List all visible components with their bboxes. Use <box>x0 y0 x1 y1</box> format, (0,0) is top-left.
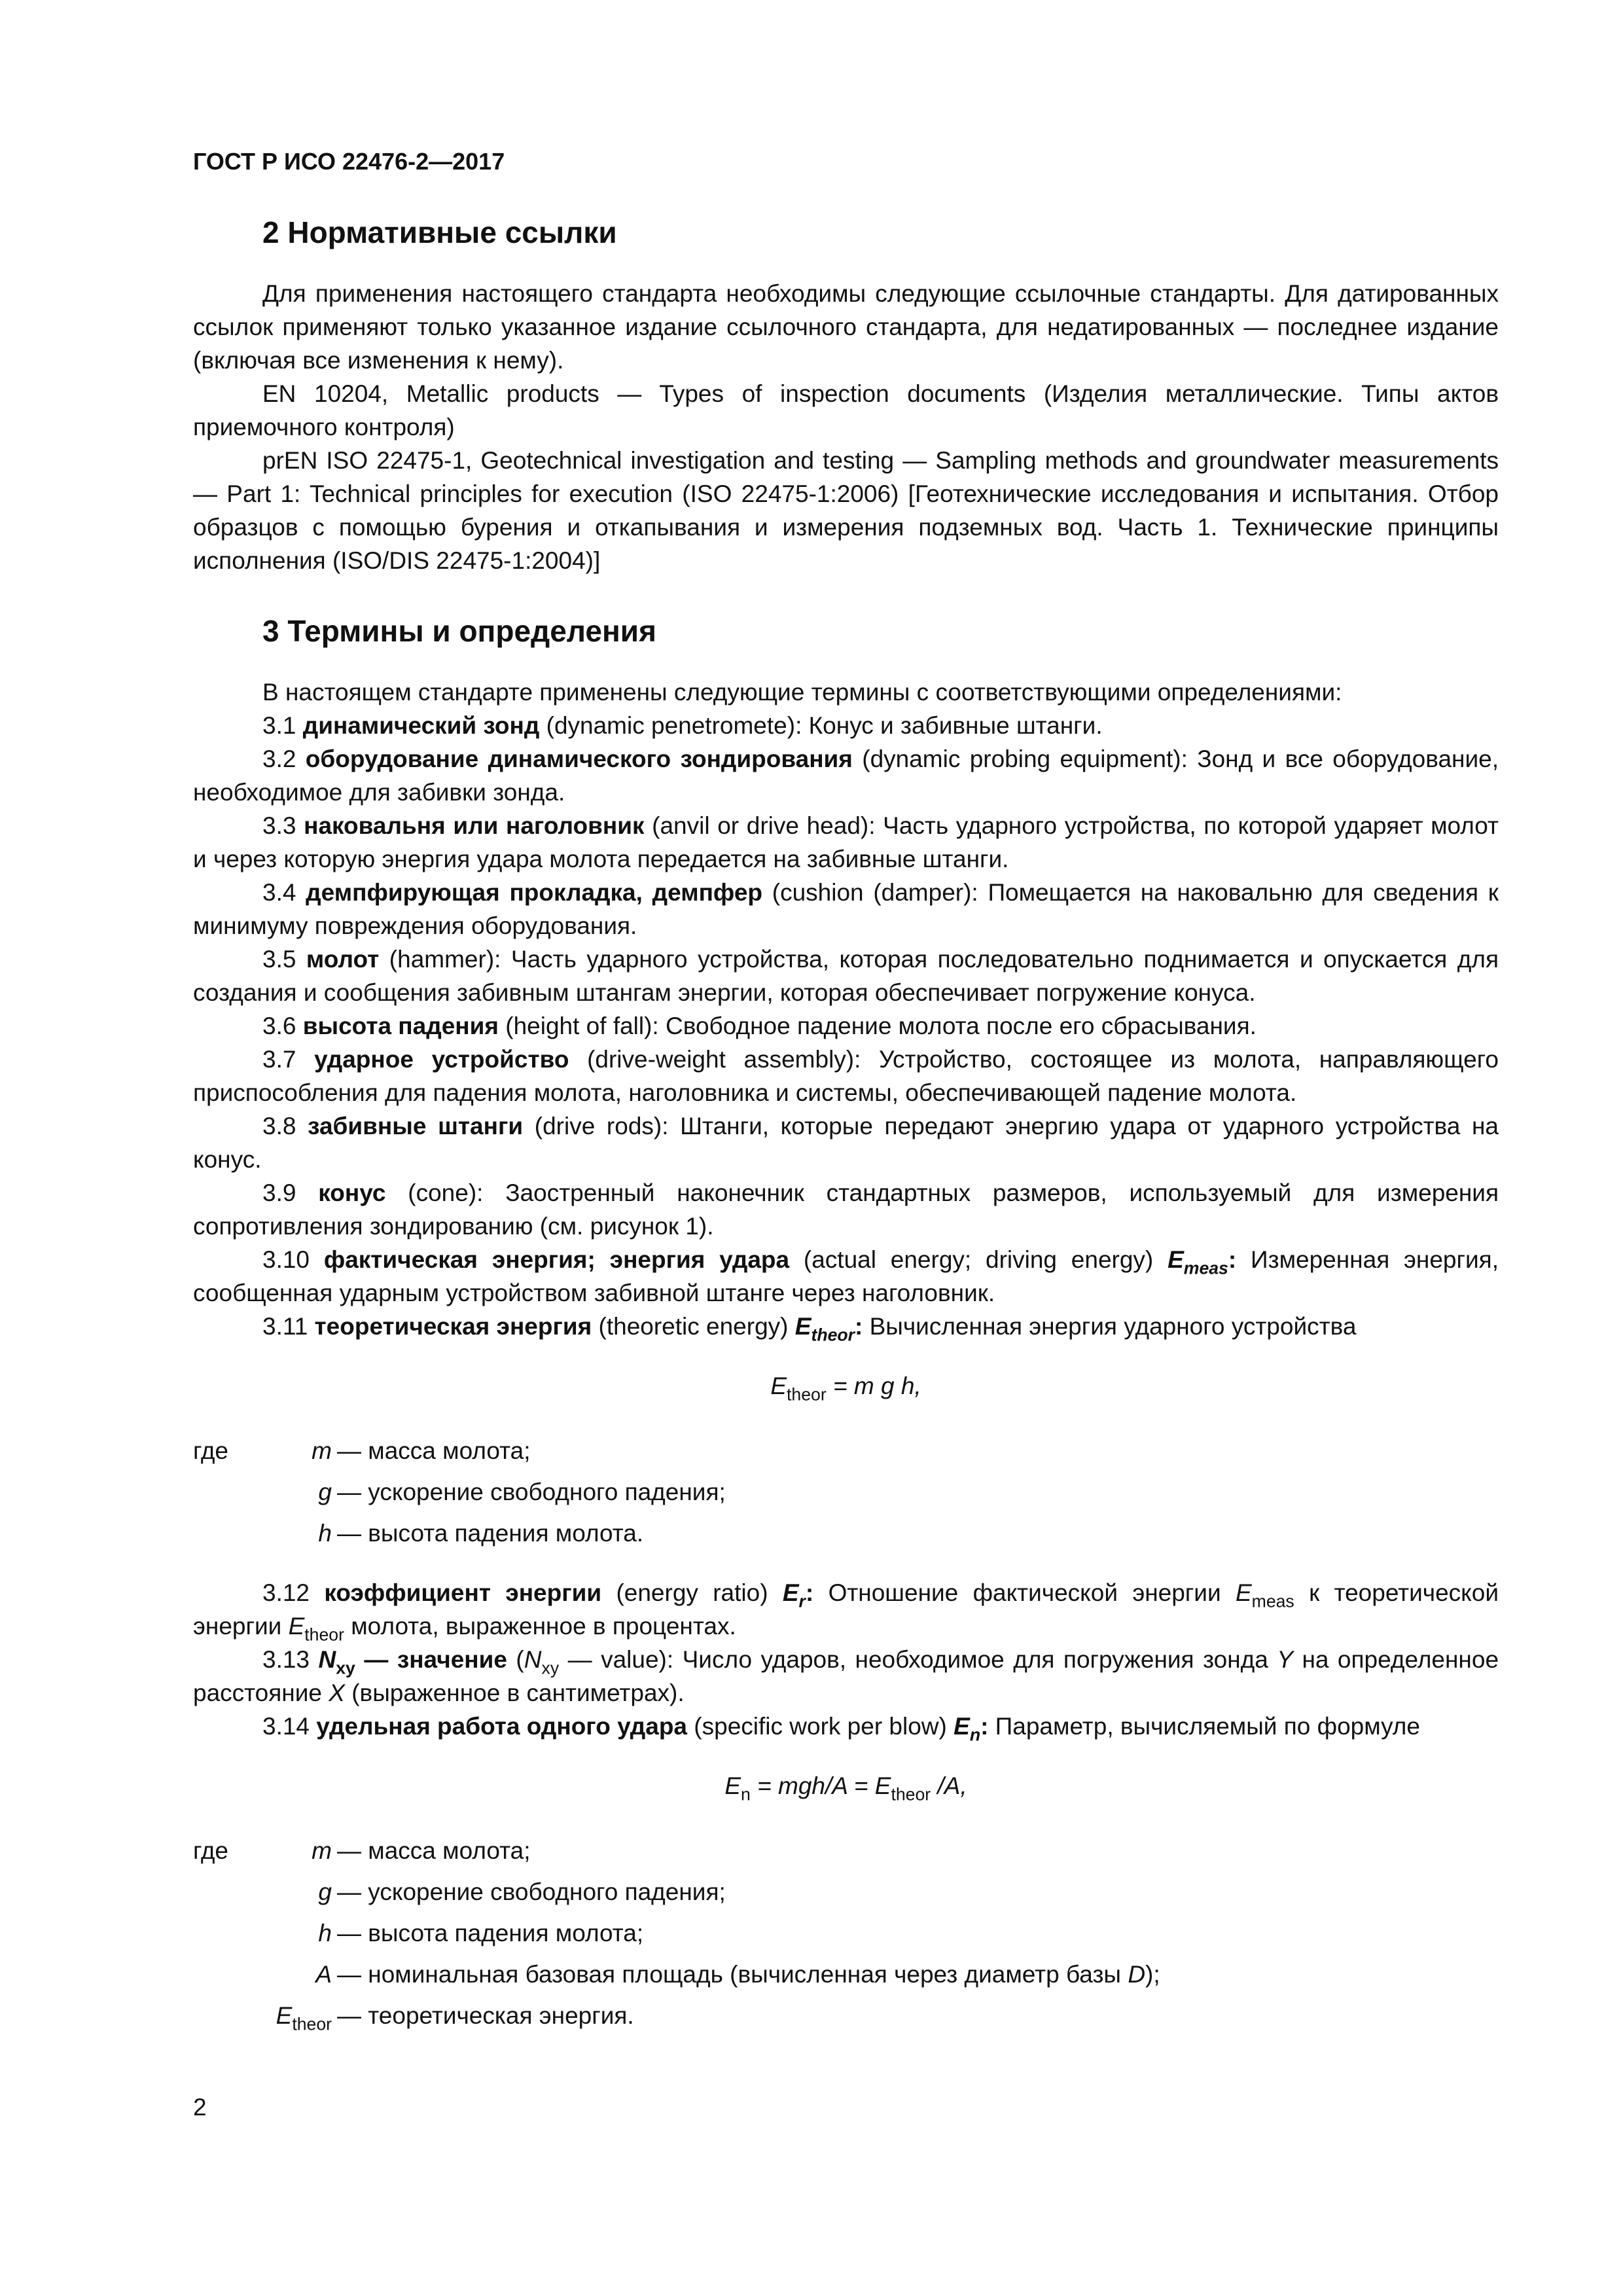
term-3-13: 3.13 $N_{xy}$ — значение ($N_{xy}$ — value): Число ударов, необходимое для погружения зонда Y на определенное расстояние X (выраженное в сантиметрах). <box>193 1646 1499 1706</box>
section-3-title: 3 Термины и определения <box>262 614 656 648</box>
term-3-9: 3.9 конус (cone): Заостренный наконечник стандартных размеров, используемый для измерения сопротивления зондированию (см. рисунок 1). <box>193 1179 1499 1240</box>
term-name: молот <box>306 946 380 973</box>
term-name: теоретическая энергия <box>314 1313 592 1340</box>
term-3-5: 3.5 молот (hammer): Часть ударного устройства, которая последовательно поднимается и опускается для создания и сообщения забивным штангам энергии, которая обеспечивает погружение конуса. <box>193 946 1499 1006</box>
term-name: забивные штанги <box>308 1113 524 1139</box>
term-3-6: 3.6 высота падения (height of fall): Свободное падение молота после его сбрасывания. <box>262 1013 1257 1039</box>
term-3-14: 3.14 удельная работа одного удара (specific work per blow) $E_n$: Параметр, вычисляемый по формуле <box>262 1713 1420 1745</box>
term-3-8: 3.8 забивные штанги (drive rods): Штанги, которые передают энергию удара от ударного устройства на конус. <box>193 1113 1499 1173</box>
formula-e-n: $E_n = mgh/A = E_{theor}$ /A, <box>724 1772 967 1804</box>
term-name: высота падения <box>302 1013 499 1039</box>
where-item: где m — масса молота; <box>193 1837 531 1864</box>
where-item: h — высота падения молота. <box>318 1520 644 1547</box>
where-list-2 <box>193 1830 1499 2036</box>
symbol-e-meas: $E_{meas}$ <box>1168 1246 1228 1278</box>
document-header: ГОСТ Р ИСО 22476-2—2017 <box>193 148 505 175</box>
term-name: конус <box>318 1179 386 1206</box>
symbol-e-r: $E_r$ <box>782 1579 806 1611</box>
term-3-11: 3.11 теоретическая энергия (theoretic energy) $E_{theor}$: Вычисленная энергия ударного устройства <box>262 1313 1357 1345</box>
where-item: g — ускорение свободного падения; <box>318 1479 726 1505</box>
term-name: удельная работа одного удара <box>316 1713 688 1740</box>
formula-e-theor: $E_{theor} = m$ g h, <box>770 1372 921 1405</box>
term-name: $N_{xy}$ — значение <box>318 1646 507 1678</box>
where-item: h — высота падения молота; <box>318 1920 644 1946</box>
term-3-4: 3.4 демпфирующая прокладка, демпфер (cushion (damper): Помещается на наковальню для сведения к минимуму повреждения оборудования. <box>193 879 1499 939</box>
reference-en-10204: EN 10204, Metallic products — Types of inspection documents (Изделия металлические. Типы актов приемочного контроля) <box>193 380 1499 440</box>
symbol-e-theor: $E_{theor}$ <box>794 1313 855 1345</box>
term-name: фактическая энергия; энергия удара <box>323 1246 790 1273</box>
term-3-3: 3.3 наковальня или наголовник (anvil or drive head): Часть ударного устройства, по которой ударяет молот и через которую энергия удара молота передается на забивные штанги. <box>193 812 1499 872</box>
term-name: демпфирующая прокладка, демпфер <box>306 879 763 906</box>
symbol-e-n: $E_n$ <box>954 1713 981 1745</box>
document-page <box>193 147 1499 2036</box>
page-number: 2 <box>193 2094 207 2121</box>
term-name: ударное устройство <box>314 1046 569 1073</box>
section-2-title: 2 Нормативные ссылки <box>262 215 617 249</box>
section-2-intro: Для применения настоящего стандарта необходимы следующие ссылочные стандарты. Для датированных ссылок применяют только указанное издание ссылочного стандарта, для недатированных — последнее издание (включая все изменения к нему). <box>193 280 1499 374</box>
where-item: $E_{theor}$ — теоретическая энергия. <box>276 2002 634 2034</box>
reference-pren-iso-22475-1: prEN ISO 22475-1, Geotechnical investigation and testing — Sampling methods and groundwater measurements — Part 1: Technical principles for execution (ISO 22475-1:2006) [Геотехнические исследования и испытания. Отбор образцов с помощью бурения и откапывания и измерения подземных вод. Часть 1. Технические принципы исполнения (ISO/DIS 22475-1:2004)] <box>193 447 1499 574</box>
term-name: наковальня или наголовник <box>304 812 645 839</box>
term-3-2: 3.2 оборудование динамического зондирования (dynamic probing equipment): Зонд и все оборудование, необходимое для забивки зонда. <box>193 745 1499 806</box>
term-3-10: 3.10 фактическая энергия; энергия удара (actual energy; driving energy) $E_{meas}$: Измеренная энергия, сообщенная ударным устройством забивной штанге через наголовник. <box>193 1246 1499 1306</box>
term-name: динамический зонд <box>302 712 540 739</box>
section-3-intro: В настоящем стандарте применены следующие термины с соответствующими определениями: <box>262 679 1342 706</box>
where-list-1 <box>193 1430 1499 1554</box>
where-item: g — ускорение свободного падения; <box>318 1878 726 1905</box>
term-3-7: 3.7 ударное устройство (drive-weight assembly): Устройство, состоящее из молота, направляющего приспособления для падения молота, наголовника и системы, обеспечивающей падение молота. <box>193 1046 1499 1106</box>
term-3-1: 3.1 динамический зонд (dynamic penetromete): Конус и забивные штанги. <box>262 712 1103 739</box>
where-item: где m — масса молота; <box>193 1437 531 1464</box>
term-name: оборудование динамического зондирования <box>305 745 853 772</box>
where-item: A — номинальная базовая площадь (вычисленная через диаметр базы D); <box>315 1961 1160 1988</box>
term-3-12: 3.12 коэффициент энергии (energy ratio) $E_r$: Отношение фактической энергии $E_{meas}$ к теоретической энергии $E_{theor}$ молота, выраженное в процентах. <box>193 1579 1499 1645</box>
term-name: коэффициент энергии <box>324 1579 602 1606</box>
